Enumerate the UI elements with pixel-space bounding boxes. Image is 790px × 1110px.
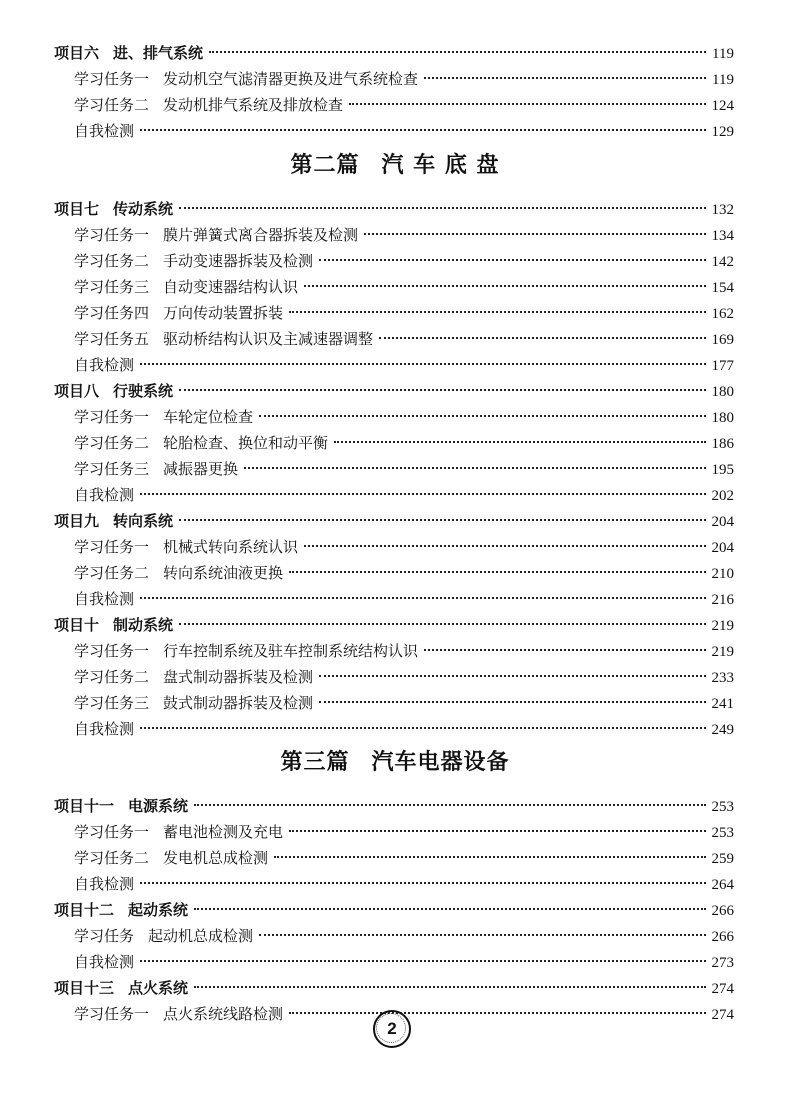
toc-entry-text xyxy=(74,586,134,612)
toc-entry-label: 学习任务一 xyxy=(74,823,150,841)
dot-leader xyxy=(364,233,705,235)
toc-task-row[interactable] xyxy=(74,248,734,274)
toc-page-number: 241 xyxy=(711,696,734,712)
toc-entry-title: 点火系统线路检测 xyxy=(163,1005,284,1023)
toc-task-row[interactable] xyxy=(74,638,734,664)
toc-self-check-row[interactable] xyxy=(74,586,734,612)
toc-entry-title: 自动变速器结构认识 xyxy=(163,278,299,296)
toc-entry-title: 车轮定位检查 xyxy=(163,408,254,426)
toc-self-check-row[interactable] xyxy=(74,871,734,897)
toc-entry-title: 发动机空气滤清器更换及进气系统检查 xyxy=(163,70,419,88)
dot-leader xyxy=(179,623,705,625)
toc-entry-text xyxy=(74,871,134,897)
toc-entry-title: 点火系统 xyxy=(128,979,189,997)
toc-entry-label: 项目十 xyxy=(54,616,100,634)
dot-leader xyxy=(289,311,705,313)
part-label: 第三篇 xyxy=(280,749,350,775)
toc-page-number: 124 xyxy=(711,98,734,114)
toc-page-number: 219 xyxy=(711,618,734,634)
toc-self-check-row[interactable] xyxy=(74,949,734,975)
dot-leader xyxy=(179,519,705,521)
toc-page-number: 249 xyxy=(711,722,734,738)
toc-entry-title: 鼓式制动器拆装及检测 xyxy=(163,694,314,712)
toc-project-row[interactable] xyxy=(54,40,734,66)
toc-page-number: 129 xyxy=(711,124,734,140)
dot-leader xyxy=(304,285,705,287)
toc-entry-text xyxy=(74,404,253,430)
toc-entry-label: 学习任务二 xyxy=(74,96,150,114)
toc-entry-label: 自我检测 xyxy=(74,720,135,738)
part-title: 汽车电器设备 xyxy=(371,749,510,775)
toc-entry-label: 学习任务一 xyxy=(74,70,150,88)
dot-leader xyxy=(319,259,705,261)
toc-entry-title: 盘式制动器拆装及检测 xyxy=(163,668,314,686)
dot-leader xyxy=(194,804,705,806)
toc-entry-text xyxy=(74,690,313,716)
toc-page-number: 253 xyxy=(711,825,734,841)
toc-entry-label: 学习任务 xyxy=(74,927,135,945)
toc-task-row[interactable] xyxy=(74,404,734,430)
toc-page-number: 274 xyxy=(711,1007,734,1023)
toc-page-number: 274 xyxy=(711,981,734,997)
part-heading xyxy=(0,742,790,782)
toc-entry-text xyxy=(54,378,173,404)
toc-page-number: 266 xyxy=(711,903,734,919)
toc-page-number: 180 xyxy=(711,410,734,426)
dot-leader xyxy=(289,1012,705,1014)
toc-page-number: 233 xyxy=(711,670,734,686)
toc-task-row[interactable] xyxy=(74,300,734,326)
toc-entry-text xyxy=(74,92,343,118)
toc-project-row[interactable] xyxy=(54,897,734,923)
toc-entry-text xyxy=(74,352,134,378)
dot-leader xyxy=(140,960,705,962)
dot-leader xyxy=(304,545,705,547)
dot-leader xyxy=(289,571,705,573)
toc-entry-label: 项目十二 xyxy=(54,901,115,919)
toc-entry-text xyxy=(74,482,134,508)
toc-page-number: 180 xyxy=(711,384,734,400)
toc-entry-label: 学习任务四 xyxy=(74,304,150,322)
toc-entry-text xyxy=(74,664,313,690)
toc-task-row[interactable] xyxy=(74,534,734,560)
dot-leader xyxy=(424,77,706,79)
toc-project-row[interactable] xyxy=(54,196,734,222)
toc-task-row[interactable] xyxy=(74,664,734,690)
toc-entry-label: 学习任务二 xyxy=(74,434,150,452)
toc-entry-label: 学习任务三 xyxy=(74,460,150,478)
toc-task-row[interactable] xyxy=(74,456,734,482)
toc-entry-title: 发电机总成检测 xyxy=(163,849,269,867)
toc-entry-text xyxy=(74,300,283,326)
toc-entry-label: 学习任务一 xyxy=(74,408,150,426)
toc-entry-text xyxy=(54,612,173,638)
toc-entry-title: 膜片弹簧式离合器拆装及检测 xyxy=(163,226,359,244)
toc-project-row[interactable] xyxy=(54,975,734,1001)
toc-page-number: 186 xyxy=(711,436,734,452)
toc-project-row[interactable] xyxy=(54,508,734,534)
toc-task-row[interactable] xyxy=(74,222,734,248)
page-number-badge xyxy=(373,1010,413,1050)
toc-entry-text xyxy=(54,793,188,819)
toc-entry-text xyxy=(74,716,134,742)
toc-entry-text xyxy=(54,508,173,534)
toc-entry-label: 学习任务二 xyxy=(74,849,150,867)
toc-entry-label: 学习任务一 xyxy=(74,226,150,244)
toc-entry-text xyxy=(74,248,313,274)
toc-entry-label: 自我检测 xyxy=(74,875,135,893)
toc-entry-title: 起动机总成检测 xyxy=(148,927,254,945)
toc-entry-label: 项目六 xyxy=(54,44,100,62)
toc-page-number: 195 xyxy=(711,462,734,478)
toc-entry-title: 制动系统 xyxy=(113,616,174,634)
dot-leader xyxy=(209,51,706,53)
toc-page-number: 216 xyxy=(711,592,734,608)
toc-entry-title: 转向系统 xyxy=(113,512,174,530)
toc-entry-text xyxy=(74,819,283,845)
toc-entry-title: 驱动桥结构认识及主减速器调整 xyxy=(163,330,374,348)
toc-entry-title: 电源系统 xyxy=(128,797,189,815)
toc-entry-text xyxy=(74,923,253,949)
toc-page-number: 264 xyxy=(711,877,734,893)
toc-task-row[interactable] xyxy=(74,560,734,586)
toc-entry-text xyxy=(74,1001,283,1027)
toc-entry-text xyxy=(54,196,173,222)
toc-project-row[interactable] xyxy=(54,793,734,819)
toc-entry-label: 项目十三 xyxy=(54,979,115,997)
part-title: 汽 车 底 盘 xyxy=(381,152,500,178)
toc-entry-text xyxy=(74,638,418,664)
toc-page-number: 202 xyxy=(711,488,734,504)
dot-leader xyxy=(379,337,705,339)
toc-page-number: 259 xyxy=(711,851,734,867)
toc-entry-label: 学习任务二 xyxy=(74,668,150,686)
dot-leader xyxy=(349,103,705,105)
dot-leader xyxy=(259,934,705,936)
dot-leader xyxy=(334,441,705,443)
toc-task-row[interactable] xyxy=(74,430,734,456)
toc-page-number: 204 xyxy=(711,514,734,530)
dot-leader xyxy=(140,129,705,131)
toc-page-number: 119 xyxy=(712,46,734,62)
toc-task-row[interactable] xyxy=(74,690,734,716)
toc-entry-title: 转向系统油液更换 xyxy=(163,564,284,582)
dot-leader xyxy=(194,908,705,910)
toc-page-number: 134 xyxy=(711,228,734,244)
toc-entry-label: 项目十一 xyxy=(54,797,115,815)
toc-entry-label: 自我检测 xyxy=(74,486,135,504)
toc-entry-label: 学习任务一 xyxy=(74,538,150,556)
toc-entry-text xyxy=(74,118,134,144)
toc-entry-label: 学习任务五 xyxy=(74,330,150,348)
toc-self-check-row[interactable] xyxy=(74,118,734,144)
toc-entry-title: 手动变速器拆装及检测 xyxy=(163,252,314,270)
toc-task-row[interactable] xyxy=(74,923,734,949)
toc-entry-label: 学习任务二 xyxy=(74,252,150,270)
toc-entry-text xyxy=(74,274,298,300)
toc-entry-title: 行车控制系统及驻车控制系统结构认识 xyxy=(163,642,419,660)
toc-page-number: 219 xyxy=(711,644,734,660)
toc-page-number: 142 xyxy=(711,254,734,270)
toc-entry-label: 自我检测 xyxy=(74,953,135,971)
toc-entry-label: 自我检测 xyxy=(74,590,135,608)
toc-task-row[interactable] xyxy=(74,819,734,845)
toc-entry-text xyxy=(74,456,238,482)
toc-task-row[interactable] xyxy=(74,326,734,352)
toc-self-check-row[interactable] xyxy=(74,482,734,508)
toc-entry-text xyxy=(74,560,283,586)
toc-page-number: 177 xyxy=(711,358,734,374)
toc-page-number: 169 xyxy=(711,332,734,348)
toc-page-number: 210 xyxy=(711,566,734,582)
toc-entry-text xyxy=(74,949,134,975)
dot-leader xyxy=(259,415,705,417)
toc-entry-text xyxy=(74,534,298,560)
toc-project-row[interactable] xyxy=(54,378,734,404)
dot-leader xyxy=(319,675,705,677)
toc-entry-label: 自我检测 xyxy=(74,356,135,374)
toc-page-number: 119 xyxy=(712,72,734,88)
dot-leader xyxy=(179,389,705,391)
toc-entry-label: 学习任务三 xyxy=(74,278,150,296)
toc-entry-title: 行驶系统 xyxy=(113,382,174,400)
toc-entry-label: 项目七 xyxy=(54,200,100,218)
toc-task-row[interactable] xyxy=(74,845,734,871)
toc-entry-text xyxy=(74,326,373,352)
dot-leader xyxy=(140,882,705,884)
toc-entry-label: 学习任务三 xyxy=(74,694,150,712)
toc-entry-title: 减振器更换 xyxy=(163,460,239,478)
toc-project-row[interactable] xyxy=(54,612,734,638)
toc-entry-text xyxy=(54,897,188,923)
toc-entry-label: 学习任务二 xyxy=(74,564,150,582)
toc-entry-title: 万向传动装置拆装 xyxy=(163,304,284,322)
dot-leader xyxy=(319,701,705,703)
toc-page-number: 253 xyxy=(711,799,734,815)
toc-entry-label: 学习任务一 xyxy=(74,642,150,660)
toc-self-check-row[interactable] xyxy=(74,716,734,742)
dot-leader xyxy=(244,467,705,469)
dot-leader xyxy=(140,727,705,729)
part-heading xyxy=(0,145,790,185)
dot-leader xyxy=(289,830,705,832)
page-number: 2 xyxy=(387,1019,397,1038)
toc-entry-title: 发动机排气系统及排放检查 xyxy=(163,96,344,114)
toc-entry-title: 起动系统 xyxy=(128,901,189,919)
toc-self-check-row[interactable] xyxy=(74,352,734,378)
dot-leader xyxy=(194,986,705,988)
toc-entry-title: 机械式转向系统认识 xyxy=(163,538,299,556)
toc-task-row[interactable] xyxy=(74,274,734,300)
dot-leader xyxy=(424,649,705,651)
toc-entry-label: 学习任务一 xyxy=(74,1005,150,1023)
toc-page-number: 162 xyxy=(711,306,734,322)
toc-page-number: 273 xyxy=(711,955,734,971)
toc-page-number: 204 xyxy=(711,540,734,556)
toc-entry-text xyxy=(74,222,358,248)
toc-page-number: 154 xyxy=(711,280,734,296)
toc-entry-label: 项目八 xyxy=(54,382,100,400)
toc-entry-title: 蓄电池检测及充电 xyxy=(163,823,284,841)
dot-leader xyxy=(140,363,705,365)
toc-entry-label: 自我检测 xyxy=(74,122,135,140)
toc-entry-label: 项目九 xyxy=(54,512,100,530)
dot-leader xyxy=(140,493,705,495)
toc-entry-title: 进、排气系统 xyxy=(113,44,204,62)
toc-entry-text xyxy=(74,430,328,456)
toc-entry-text xyxy=(54,975,188,1001)
dot-leader xyxy=(274,856,705,858)
toc-entry-title: 轮胎检查、换位和动平衡 xyxy=(163,434,329,452)
toc-entry-text xyxy=(54,40,203,66)
toc-page-number: 132 xyxy=(711,202,734,218)
dot-leader xyxy=(140,597,705,599)
dot-leader xyxy=(179,207,705,209)
toc-entry-title: 传动系统 xyxy=(113,200,174,218)
toc-task-row[interactable] xyxy=(74,92,734,118)
toc-page-number: 266 xyxy=(711,929,734,945)
toc-entry-text xyxy=(74,66,418,92)
part-label: 第二篇 xyxy=(290,152,360,178)
toc-task-row[interactable] xyxy=(74,66,734,92)
toc-entry-text xyxy=(74,845,268,871)
